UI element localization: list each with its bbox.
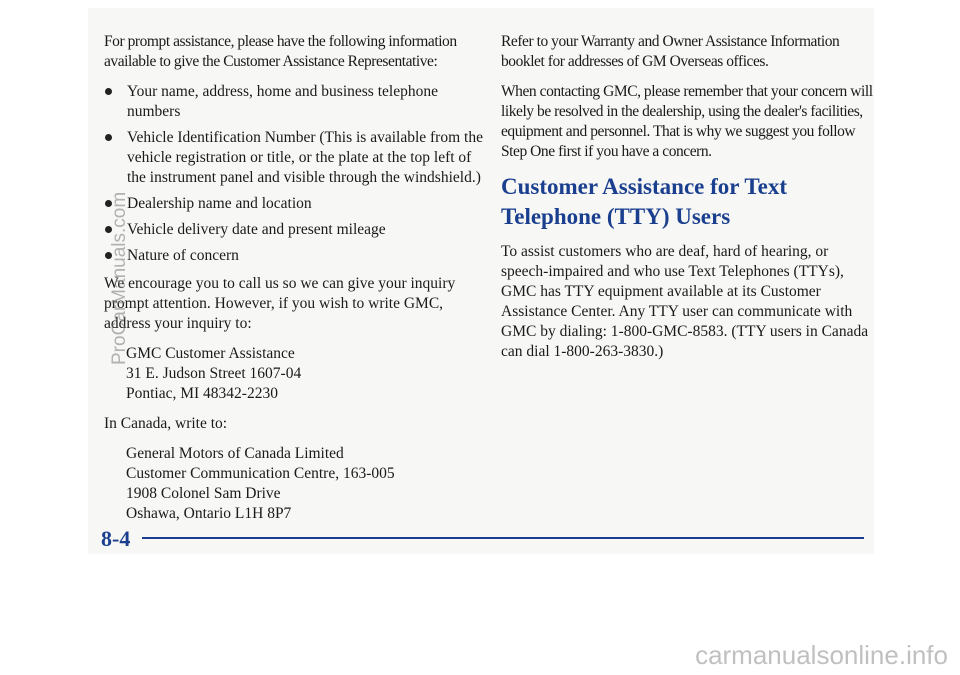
canada-intro: In Canada, write to: xyxy=(104,415,228,432)
address-line: Oshawa, Ontario L1H 8P7 xyxy=(126,505,292,522)
address-line: GMC Customer Assistance xyxy=(126,345,295,362)
warranty-paragraph: Refer to your Warranty and Owner Assistance Information booklet for addresses of GM Overseas offices. xyxy=(501,33,840,70)
address-line: Pontiac, MI 48342-2230 xyxy=(126,385,278,402)
side-watermark: ProCarManuals.com xyxy=(109,191,130,365)
address-line: 1908 Colonel Sam Drive xyxy=(126,485,281,502)
address-line: General Motors of Canada Limited xyxy=(126,445,344,462)
page-number: 8-4 xyxy=(101,526,131,551)
address-line: Customer Communication Centre, 163-005 xyxy=(126,465,395,482)
us-address xyxy=(126,344,489,404)
intro-paragraph: For prompt assistance, please have the following information available to give the Customer Assistance Representative: xyxy=(104,33,457,70)
bullet-icon xyxy=(105,88,112,95)
address-line: 31 E. Judson Street 1607-04 xyxy=(126,365,302,382)
list-item: Dealership name and location xyxy=(104,194,489,214)
info-bullet-list xyxy=(104,82,489,266)
right-column xyxy=(501,32,873,372)
bullet-icon xyxy=(105,134,112,141)
canada-address xyxy=(126,444,489,524)
list-item: Vehicle Identification Number (This is available from the vehicle registration or title, or the plate at the top left of the instrument panel and visible through the windshield.) xyxy=(104,128,489,188)
left-column xyxy=(104,32,489,534)
list-item: Nature of concern xyxy=(104,246,489,266)
footer-rule xyxy=(142,537,864,539)
encourage-paragraph: We encourage you to call us so we can give your inquiry prompt attention. However, if you wish to write GMC, address your inquiry to: xyxy=(104,275,456,332)
section-heading: Customer Assistance for Text Telephone (TTY) Users xyxy=(501,174,788,229)
tty-paragraph: To assist customers who are deaf, hard of hearing, or speech-impaired and who use Text Telephones (TTYs), GMC has TTY equipment available at its Customer Assistance Center. Any TTY user can communicate with GMC by dialing: 1-800-GMC-8583. (TTY users in Canada can dial 1-800-263-3830.) xyxy=(501,243,869,360)
list-item: Your name, address, home and business telephone numbers xyxy=(104,82,489,122)
bottom-watermark: carmanualsonline.info xyxy=(695,640,948,670)
list-item: Vehicle delivery date and present mileage xyxy=(104,220,489,240)
contacting-paragraph: When contacting GMC, please remember that your concern will likely be resolved in the dealership, using the dealer's facilities, equipment and personnel. That is why we suggest you follow Step One first if you have a concern. xyxy=(501,83,873,160)
